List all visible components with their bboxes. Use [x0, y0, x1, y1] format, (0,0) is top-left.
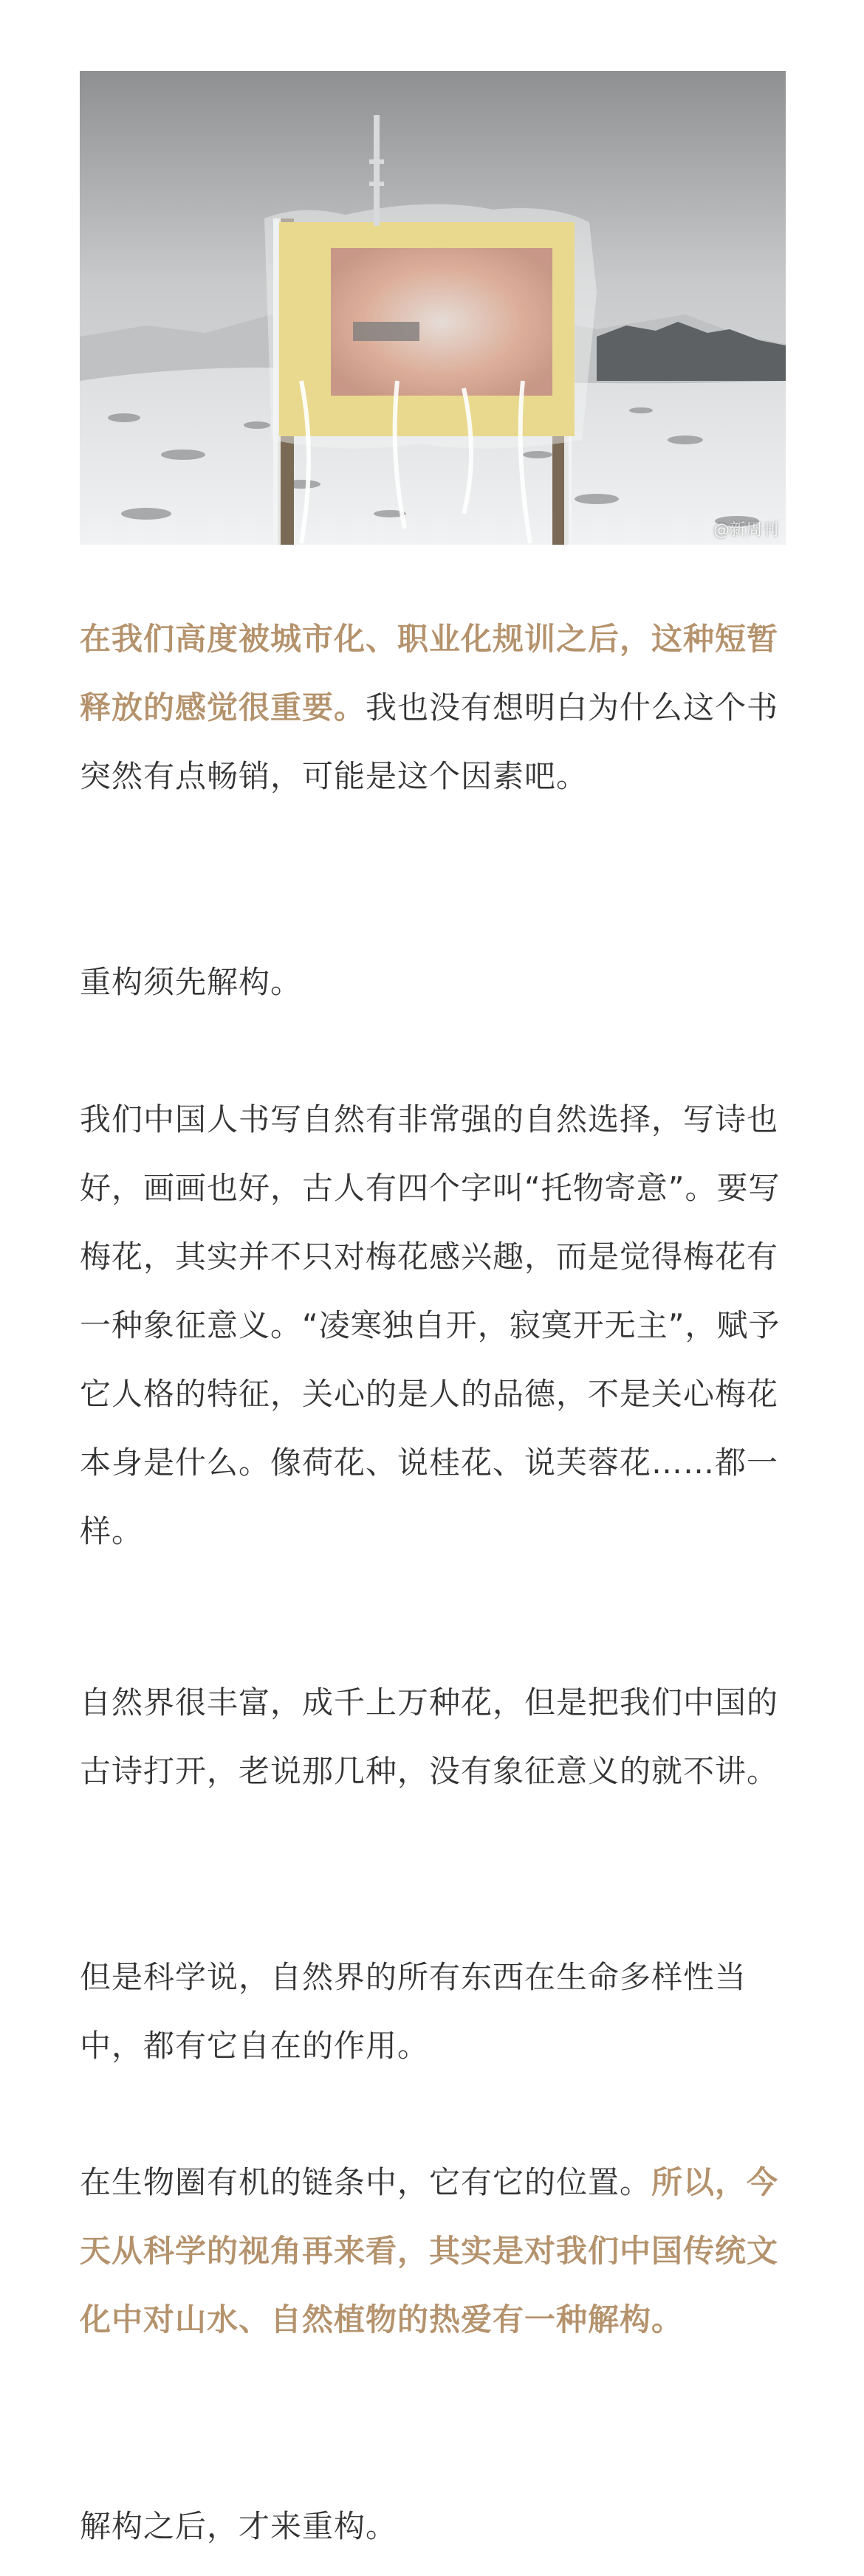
- highlight-text: 所以，今天从科学的视角再来看，其实是对我们中国传统文化中对山水、自然植物的热爱有一种解构。: [80, 2164, 779, 2338]
- image-watermark: @新周刊: [713, 521, 778, 540]
- paragraph-text: 解构之后，才来重构。: [80, 2508, 398, 2544]
- paragraph-text: 重构须先解构。: [80, 964, 303, 1000]
- paragraph-4: [80, 1668, 789, 1805]
- paragraph-text: 在生物圈有机的链条中，它有它的位置。: [80, 2164, 652, 2200]
- paragraph-7: [80, 2492, 789, 2560]
- paragraph-text: 自然界很丰富，成千上万种花，但是把我们中国的古诗打开，老说那几种，没有象征意义的就不讲。: [80, 1684, 779, 1789]
- paragraph-3: [80, 1085, 789, 1566]
- paragraph-text: 我也没有想明白为什么这个书突然有点畅销，可能是这个因素吧。: [80, 689, 779, 794]
- highlight-text: 在我们高度被城市化、职业化规训之后，这种短暂释放的感觉很重要。: [80, 621, 779, 726]
- paragraph-2: [80, 948, 789, 1016]
- paragraph-5: [80, 1943, 789, 2080]
- paragraph-text: 我们中国人书写自然有非常强的自然选择，写诗也好，画画也好，古人有四个字叫“托物寄意”。要写梅花，其实并不只对梅花感兴趣，而是觉得梅花有一种象征意义。“凌寒独自开，寂寞开无主”，赋予它人格的特征，关心的是人的品德，不是关心梅花本身是什么。像荷花、说桂花、说芙蓉花……都一样。: [80, 1101, 781, 1549]
- paragraph-6: [80, 2148, 789, 2354]
- paragraph-1: [80, 605, 789, 810]
- snowy-sign-photo: [80, 71, 786, 545]
- snow-scene-illustration: [80, 71, 786, 545]
- paragraph-text: 但是科学说，自然界的所有东西在生命多样性当中，都有它自在的作用。: [80, 1959, 747, 2064]
